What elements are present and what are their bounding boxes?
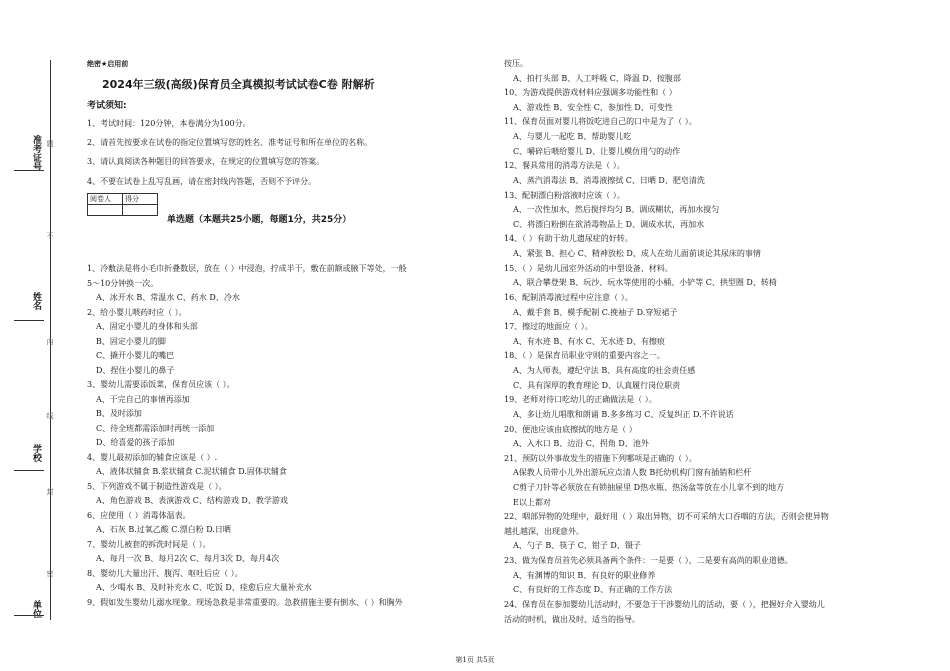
answer-options: E以上都对 xyxy=(513,497,551,507)
seal-glyph: 密 xyxy=(46,570,54,577)
answer-options: B、固定小婴儿的脚 xyxy=(96,336,166,346)
exam-number-label: 准考证号 xyxy=(31,135,41,171)
answer-options: A、少喝水 B、及时补充水 C、吃饭 D、痊愈后应大量补充水 xyxy=(96,583,312,592)
binding-margin xyxy=(0,0,60,671)
question-stem: 19、老师对待口吃幼儿的正确做法是（ ）。 xyxy=(504,395,657,405)
answer-options: A、与婴儿一起吃 B、帮助婴儿吃 xyxy=(513,132,632,142)
seal-glyph: 内 xyxy=(46,338,54,345)
question-stem: 3、婴幼儿需要添饭菜，保育员应该（ ）。 xyxy=(87,380,235,389)
score-table xyxy=(87,193,158,216)
answer-options: A、一次性加水，然后搅拌均匀 B、调成糊状，再加水搅匀 xyxy=(513,205,720,215)
answer-options: A、固定小婴儿的身体和头部 xyxy=(96,322,198,331)
answer-options: B、及时添加 xyxy=(96,409,142,418)
instruction-item: 4、不要在试卷上乱写乱画，请在密封线内答题，否则不予评分。 xyxy=(87,177,317,186)
answer-options: A、勺子 B、筷子 C、钳子 D、镊子 xyxy=(513,541,641,551)
answer-options: C、有良好的工作态度 D、有正确的工作方法 xyxy=(513,585,673,595)
answer-options: A、干完自己的事情再添加 xyxy=(96,394,190,404)
score-blank[interactable] xyxy=(123,205,158,216)
section-title: 单选题（本题共25小题，每题1分，共25分） xyxy=(167,215,352,225)
page-footer: 第1页 共5页 xyxy=(455,656,495,664)
answer-options: A、拍打头部 B、人工呼吸 C、降温 D、按腹部 xyxy=(513,73,681,83)
question-stem: 7、婴幼儿被套的拆洗时间是（ ）。 xyxy=(87,539,211,549)
answer-options: A、为人师表，遵纪守法 B、具有高度的社会责任感 xyxy=(513,366,696,376)
question-text: 活动的时机，做出及时、适当的指导。 xyxy=(504,614,640,624)
answer-options: A、戴手套 B、模手配制 C.挽袖子 D.穿短裙子 xyxy=(513,307,678,317)
answer-options: A、紧张 B、担心 C、精神放松 D、成人在幼儿面前谈论其尿床的事情 xyxy=(513,249,761,259)
seal-glyph: 题 xyxy=(46,140,54,147)
question-stem: 18、（ ）是保育员职业守则的重要内容之一。 xyxy=(504,351,665,361)
question-stem: 1、冷敷法是将小毛巾折叠数层，放在（ ）中浸泡，拧成半干，敷在前额或腋下等处，一般 xyxy=(87,264,407,273)
question-stem: 2、给小婴儿喂药时应（ ）。 xyxy=(87,307,187,317)
question-text: 越扎越深，出现意外。 xyxy=(504,526,584,536)
question-text: 5～10分钟换一次。 xyxy=(87,278,159,288)
answer-options: A、游戏性 B、安全性 C、参加性 D、可变性 xyxy=(513,102,673,112)
question-stem: 24、保育员在参加婴幼儿活动时，不要急于干涉婴幼儿的活动，要（ ），把握好介入婴幼儿 xyxy=(504,599,825,609)
unit-label: 单位 xyxy=(31,600,41,618)
answer-options: A、有水迹 B、有水 C、无水迹 D、有擦痕 xyxy=(513,336,665,346)
answer-options: A、每月一次 B、每月2次 C、每月3次 D、每月4次 xyxy=(96,554,280,563)
question-stem: 8、婴幼儿大量出汗、腹泻、呕吐后应（ ）。 xyxy=(87,568,243,578)
question-stem: 5、下列游戏不属于制造性游戏是（ ）。 xyxy=(87,481,227,491)
instruction-item: 1、考试时间：120分钟，本卷满分为100分。 xyxy=(87,119,251,128)
answer-options: A、有渊博的知识 B、有良好的职业修养 xyxy=(513,570,656,580)
answer-options: A、石灰 B.过氧乙酸 C.漂白粉 D.日晒 xyxy=(96,525,231,534)
answer-options: C、具有深厚的教育理论 D、认真履行岗位职责 xyxy=(513,380,681,390)
exam-number-blank[interactable] xyxy=(14,170,44,171)
answer-options: A、多让幼儿唱歌和朗诵 B.多多练习 C、反复纠正 D.不许说话 xyxy=(513,409,734,419)
answer-options: C、撬开小婴儿的嘴巴 xyxy=(96,351,175,360)
name-label: 姓名 xyxy=(31,292,41,310)
answer-options: C、将漂白粉倒在欲消毒物品上 D、调成水状，再加水 xyxy=(513,219,705,229)
instructions-heading: 考试须知: xyxy=(87,101,127,111)
page-title: 2024年三级(高级)保育员全真模拟考试试卷C卷 附解析 xyxy=(102,78,375,91)
question-stem: 23、做为保育员首先必须具备两个条件：一是要（ ），二是要有高尚的职业道德。 xyxy=(504,556,793,566)
question-stem: 4、婴儿最初添加的辅食应该是（ ）. xyxy=(87,452,218,462)
question-stem: 13、配制漂白粉溶液时应该（ ）。 xyxy=(504,190,625,200)
question-text: 按压。 xyxy=(504,59,528,68)
question-stem: 10、为游戏提供游戏材料应强调多功能性和（ ） xyxy=(504,88,677,98)
answer-options: A保教人员带小儿外出游玩应点清人数 B托幼机构门窗有插销和栏杆 xyxy=(513,468,752,478)
question-stem: 20、便池应该由底擦拭的地方是（ ） xyxy=(504,424,637,434)
answer-options: C剪子刀针等必须放在有锁抽屉里 D热水瓶、热汤盆等放在小儿拿不到的地方 xyxy=(513,482,785,492)
instruction-item: 2、请首先按要求在试卷的指定位置填写您的姓名、准考证号和所在单位的名称。 xyxy=(87,138,373,147)
instruction-item: 3、请认真阅读各种题目的回答要求，在规定的位置填写您的答案。 xyxy=(87,157,325,166)
question-stem: 22、咽部异物的处理中，最好用（ ）取出异物，切不可采纳大口吞咽的方法，否则会使异物 xyxy=(504,512,829,522)
question-stem: 9、假如发生婴幼儿溺水现象。现场急救是非常重要的。急救措施主要有倒水、（ ）和胸外 xyxy=(87,597,403,607)
seal-glyph: 不 xyxy=(46,232,54,239)
answer-options: A、联合攀登架 B、玩沙、玩水等使用的小桶、小铲等 C、拱型圈 D、转椅 xyxy=(513,278,777,288)
reviewer-cell: 阅卷人 xyxy=(88,194,123,205)
unit-blank[interactable] xyxy=(14,615,44,616)
answer-options: A、角色游戏 B、表演游戏 C、结构游戏 D、教学游戏 xyxy=(96,496,288,505)
question-stem: 11、保育员面对婴儿将饭吃进自己的口中是为了（ ）。 xyxy=(504,117,697,127)
question-stem: 14、（ ）有助于幼儿遗尿症的好转。 xyxy=(504,234,633,244)
answer-options: D、给喜爱的孩子添加 xyxy=(96,438,175,447)
answer-options: A、液体状辅食 B.浆状辅食 C.泥状辅食 D.固体状辅食 xyxy=(96,467,287,476)
question-stem: 21、预防以外事故发生的措施下列哪项是正确的（ ）。 xyxy=(504,453,697,463)
answer-options: C、待全班都需添加时再统一添加 xyxy=(96,423,215,433)
score-cell: 得分 xyxy=(123,194,158,205)
school-label: 学校 xyxy=(31,444,41,462)
secret-mark: 绝密★启用前 xyxy=(87,60,129,68)
name-blank[interactable] xyxy=(14,320,44,321)
question-stem: 16、配制消毒液过程中应注意（ ）。 xyxy=(504,292,633,302)
question-stem: 12、餐具常用的消毒方法是（ ）。 xyxy=(504,161,625,171)
seal-glyph: 线 xyxy=(46,412,54,419)
reviewer-blank[interactable] xyxy=(88,205,123,216)
question-stem: 17、擦过的地面应（ ）。 xyxy=(504,322,593,332)
school-blank[interactable] xyxy=(14,470,44,471)
question-stem: 15、（ ）是幼儿园室外活动的中型设备、材料。 xyxy=(504,263,673,273)
question-stem: 6、应使用（ ）消毒体温表。 xyxy=(87,510,191,520)
answer-options: A、冰开水 B、常温水 C、药水 D、冷水 xyxy=(96,293,240,302)
seal-glyph: 封 xyxy=(46,488,54,495)
answer-options: D、捏住小婴儿的鼻子 xyxy=(96,365,175,375)
answer-options: A、入水口 B、边沿 C、拐角 D、池外 xyxy=(513,439,649,449)
answer-options: A、蒸汽消毒法 B、消毒液擦拭 C、日晒 D、肥皂清洗 xyxy=(513,175,705,185)
answer-options: C、嚼碎后喂给婴儿 D、让婴儿模仿用勺的动作 xyxy=(513,146,681,156)
